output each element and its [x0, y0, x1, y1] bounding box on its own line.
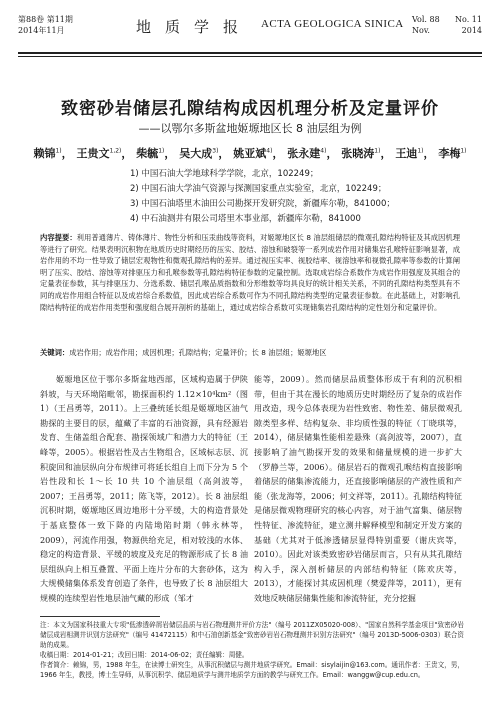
keywords-text: 成岩作用；成岩作用；成因机理；孔隙结构；定量评价；长 8 油层组；姬塬地区: [69, 348, 327, 357]
footnote-rule: [40, 616, 160, 617]
received-date: 收稿日期：2014-01-21；改回日期：2014-06-02；责任编辑：周健。: [40, 651, 249, 659]
volume-label: Vol. 88: [412, 15, 440, 24]
month-label: Nov.: [412, 26, 430, 35]
affiliations: [130, 167, 395, 227]
body-column-left: 姬塬地区位于鄂尔多斯盆地西部，区域构造属于伊陕斜坡，与天环坳陷毗邻，勘探面积约 1.12×10⁴km²（图1）（王昌勇等，2011）。上三叠统延长组是姬塬地区油气勘探的主要目的层，蕴藏了丰富的石油资源，具有经源岩发育、生储盖组合配套、勘探领域广和潜力大的特征（王峰等，2005）。根据岩性及古生物组合，区域标志层、沉积旋回和油层纵向分布规律可将延长组自上而下分为 5 个岩性段和长 1～长 10 共 10 个油层组（高剑波等，2007；王昌勇等，2011；陈飞等，2012）。长 8 油层组沉积时期，姬塬地区周边地形十分平缓，大的构造背景处于基底整体一致下降的内陆坳陷时期（韩永林等，2009），河流作用强，物源供给充足，相对较浅的水体、稳定的构造背景、平缓的坡度及充足的物源形成了长 8 油层组纵向上相互叠置、平面上连片分布的大套砂体，这为大规模储集体系发育创造了条件，也导致了长 8 油层组大规模的连续型岩性地层油气藏的形成（邹才: [40, 374, 248, 603]
author: 柴毓$^{1)}$: [136, 147, 165, 160]
author: 吴大成$^{3)}$: [179, 147, 219, 160]
abstract-label: 内容提要：: [40, 233, 77, 242]
author: 赖锦$^{1)}$: [33, 147, 62, 160]
journal-name-cn: 地质学报: [136, 18, 253, 36]
author: 王迪$^{1)}$: [395, 147, 424, 160]
header-rule-thick: [18, 52, 482, 54]
author: 张永建$^{4)}$: [287, 147, 327, 160]
journal-name-en: ACTA GEOLOGICA SINICA: [261, 18, 404, 30]
affiliation: 3) 中国石油塔里木油田公司勘探开发研究院，新疆库尔勒，841000；: [130, 199, 395, 209]
body-column-right: 能等，2009）。然而储层品质整体形成于有利的沉积相带，但由于其在漫长的地质历史时期经历了复杂的成岩作用改造，现今总体表现为岩性致密、物性差、储层微观孔隙类型多样、结构复杂、非均质性强的特征（丁晓琪等，2014），储层储集性能相差悬殊（高剑波等，2007），直接影响了油气勘探开发的效果和储量规模的进一步扩大（罗静兰等，2006）。储层岩石的微观孔喉结构直接影响着储层的储集渗流能力，还直接影响储层的产液性质和产能（张龙海等，2006；何文祥等，2011）。孔隙结构特征是储层微观物理研究的核心内容，对于油气富集、储层物性特征、渗流特征，建立测井解释模型和制定开发方案的基础（尤其对于低渗透储层显得特别重要（谢庆宾等，2010）。因此对该类致密砂岩储层而言，只有从其孔隙结构入手，深入剖析储层的内部结构特征（陈欢庆等，2013），才能探讨其成因机理（樊爱萍等，2011），更有效地反映储层储集性能和渗流特征，充分挖掘: [254, 374, 462, 603]
footnotes: [40, 620, 464, 680]
volume-issue-cn: 第88卷 第11期: [18, 15, 73, 24]
abstract-text: 利用普通薄片、铸体薄片、物性分析和压汞曲线等资料，对姬塬地区长 8 油层组储层的微观孔隙结构特征及其成因机理等进行了研究。结果表明沉积物在地质历史时期经历的压实、胶结、溶蚀和破裂等一系列成岩作用对储集岩孔喉特征影响显著，成岩作用的不均一性导致了储层宏观物性和微观孔隙结构的差异。通过视压实率、视胶结率、视溶蚀率和视微孔隙率等参数的计算阐明了压实、胶结、溶蚀等对排驱压力和孔喉参数等孔隙结构特征参数的定量控制。选取成岩综合系数作为成岩作用强度及其组合的定量表征参数，其与排驱压力、分选系数、储层孔喉品质指数和分形维数等均具良好的统计相关关系，不同的孔隙结构类型具有不同的成岩作用组合特征以及成岩综合系数值，因此成岩综合系数可作为不同孔隙结构类型的定量表征参数。在此基础上，对影响孔隙结构特征的成岩作用类型和强度组合展开剖析的基础上，通过成岩综合系数可实现储集岩孔隙结构的定性划分和定量评价。: [40, 233, 461, 312]
article-subtitle: ——以鄂尔多斯盆地姬塬地区长 8 油层组为例: [138, 122, 362, 135]
author: 李梅$^{1)}$: [438, 147, 467, 160]
abstract: [40, 232, 460, 313]
journal-header: [18, 14, 482, 54]
affiliation: 2) 中国石油大学油气资源与探测国家重点实验室，北京，102249；: [130, 184, 387, 194]
year-label: 2014: [461, 26, 482, 35]
article-title: 致密砂岩储层孔隙结构成因机理分析及定量评价: [61, 99, 439, 119]
author: 张晓涛$^{1)}$: [341, 147, 381, 160]
date-cn: 2014年11月: [18, 26, 65, 35]
author: 王贵文$^{1,2)}$: [76, 147, 122, 160]
funding-note: 注：本文为国家科技重大专项"低渗透碎屑岩储层品质与岩石物理测井评价方法"（编号 2011ZX05020-008）、"国家自然科学基金项目"致密砂岩储层成岩相测井识别方法研究"（编号 41472115）和中石油创新基金"致密砂岩岩石物理测井识别方法研究"（编号 2013D-5006-0303）联合资助的成果。: [40, 621, 464, 649]
author-list: 赖锦$^{1)}$， 王贵文$^{1,2)}$， 柴毓$^{1)}$， 吴大成$^{3)}$， 姚亚斌$^{4)}$， 张永建$^{4)}$， 张晓涛$^{1)}$， 王迪$^{1)}$， 李梅$^{1)}$: [33, 147, 467, 160]
issue-info-en: [412, 14, 482, 36]
keywords: [40, 347, 460, 358]
number-label: No. 11: [455, 15, 482, 24]
keywords-label: 关键词：: [40, 348, 70, 357]
affiliation: 4) 中石油测井有限公司塔里木事业部，新疆库尔勒，841000: [130, 214, 361, 224]
issue-info: [18, 14, 73, 36]
affiliation: 1) 中国石油大学地球科学学院，北京，102249；: [130, 169, 319, 179]
author-bio: 作者简介：赖锦，男，1988 年生，在读博士研究生，从事沉积储层与测井地质学研究。Email：sisylaijin@163.com。通讯作者：王贵文，男，1966 年生，教授，博士生导师，从事沉积学、储层地质学与测井地质学方面的教学与研究工作。Email：wanggw@cup.edu.cn。: [40, 661, 464, 679]
author: 姚亚斌$^{4)}$: [233, 147, 273, 160]
header-rule-thin: [18, 56, 482, 57]
